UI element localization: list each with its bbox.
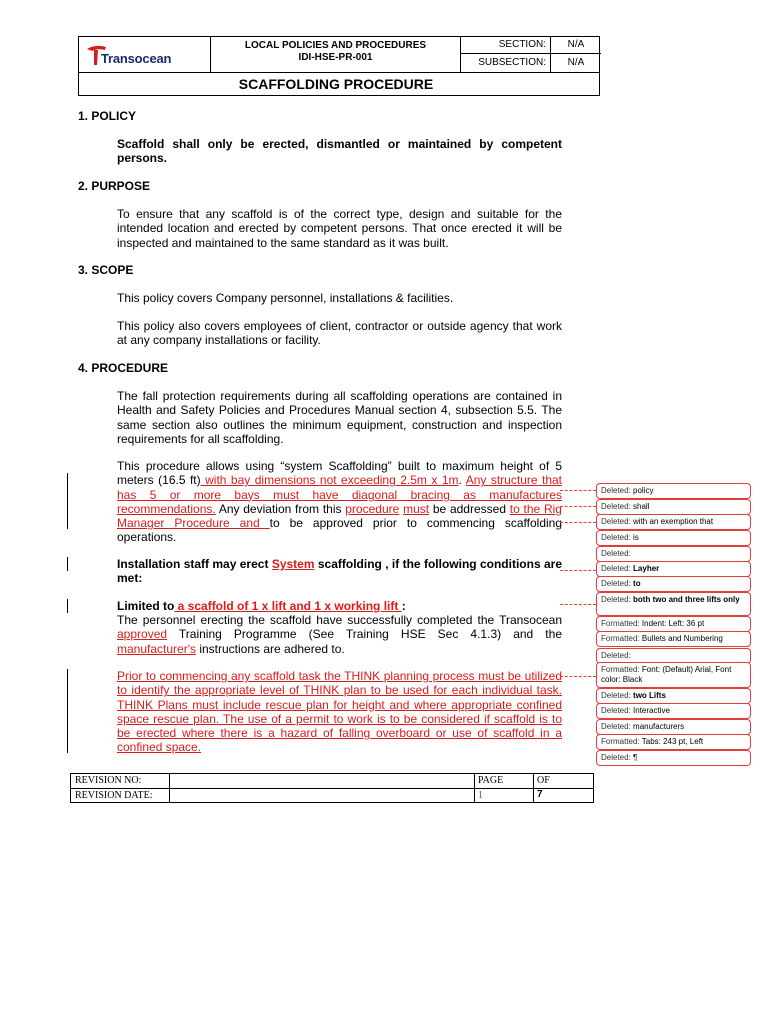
- comment-connector: [560, 490, 596, 491]
- scope-heading: 3. SCOPE: [78, 263, 134, 277]
- of-label: OF: [537, 775, 550, 786]
- logo-wordmark: Transocean: [101, 51, 172, 66]
- document-header: [78, 36, 600, 96]
- comment-type-label: Deleted:: [601, 691, 631, 700]
- document-id-block: [211, 37, 461, 72]
- text-run: Installation staff may erect: [117, 557, 272, 571]
- policy-heading: 1. POLICY: [78, 109, 137, 123]
- purpose-heading: 2. PURPOSE: [78, 179, 151, 193]
- subsection-label: SUBSECTION:: [461, 54, 551, 72]
- section-block: [461, 37, 601, 72]
- comment-value: ¶: [633, 753, 638, 762]
- comment-value: Indent: Left: 36 pt: [641, 619, 705, 628]
- text-run: .: [458, 473, 466, 488]
- revision-comment[interactable]: [596, 750, 751, 766]
- comment-value: Font: (Default) Arial, Font color: Black: [601, 665, 732, 684]
- comment-type-label: Deleted:: [601, 722, 631, 731]
- doc-id-label: IDI-HSE-PR-001: [298, 52, 373, 63]
- revision-comment[interactable]: [596, 703, 751, 719]
- revision-comment[interactable]: [596, 662, 751, 688]
- procedure-text-4: [117, 599, 562, 613]
- revision-comment[interactable]: [596, 688, 751, 704]
- revision-comment[interactable]: [596, 514, 751, 530]
- text-run: :: [401, 599, 406, 613]
- comment-value: with an exemption that: [633, 517, 714, 526]
- comment-connector: [560, 506, 596, 507]
- page-total: 7: [537, 789, 543, 800]
- revision-comment[interactable]: [596, 592, 751, 616]
- comment-type-label: Deleted:: [601, 549, 631, 558]
- inserted-text: a scaffold of 1 x lift and 1 x working lift: [174, 599, 402, 613]
- inserted-text: System: [271, 557, 315, 571]
- subsection-value: N/A: [567, 57, 585, 68]
- text-run: Training Programme (See Training HSE Sec 4.1.3) and the: [167, 627, 562, 642]
- revision-comment[interactable]: [596, 499, 751, 515]
- comment-value: two Lifts: [633, 691, 666, 700]
- page-number: 1: [478, 790, 483, 801]
- section-value: N/A: [551, 37, 601, 54]
- inserted-text: approved: [117, 627, 168, 642]
- change-bar: [67, 599, 68, 613]
- change-bar: [67, 669, 68, 753]
- comment-type-label: Deleted:: [601, 706, 631, 715]
- section-label: SECTION:: [461, 37, 551, 54]
- comment-value: policy: [633, 486, 654, 495]
- comment-type-label: Formatted:: [601, 634, 640, 643]
- comment-type-label: Deleted:: [601, 517, 631, 526]
- comment-value: to: [633, 579, 641, 588]
- comment-type-label: Deleted:: [601, 651, 631, 660]
- inserted-text: with bay dimensions not exceeding 2.5m x 1m: [200, 473, 459, 488]
- comment-type-label: Deleted:: [601, 533, 631, 542]
- revision-comment[interactable]: [596, 483, 751, 499]
- comment-type-label: Deleted:: [601, 486, 631, 495]
- policy-text: Scaffold shall only be erected, dismantled or maintained by competent persons.: [117, 137, 562, 166]
- procedure-text-1: The fall protection requirements during all scaffolding operations are contained in Health and Safety Policies and Procedures Manual section 4, subsection 5.5. The same section also outlines the minimum equipment, construction and inspection requirements for all scaffolding.: [117, 389, 562, 446]
- revision-comment[interactable]: [596, 530, 751, 546]
- procedure-text-6: Prior to commencing any scaffold task the THINK planning process must be utilized to identify the appropriate level of THINK plan to be used for each individual task. THINK Plans must include rescue plan for height and where appropriate confined space rescue plan. The use of a permit to work is to be considered if scaffold is to be erected where there is a hazard of falling overboard or use of scaffold in a confined space.: [117, 669, 562, 755]
- page-label: PAGE: [478, 775, 504, 786]
- revision-comment[interactable]: [596, 616, 751, 632]
- comment-connector: [560, 604, 596, 605]
- text-run: Any deviation from this: [215, 501, 346, 516]
- comment-value: Bullets and Numbering: [641, 634, 723, 643]
- page-title: SCAFFOLDING PROCEDURE: [238, 76, 434, 92]
- change-bar: [67, 557, 68, 571]
- comment-type-label: Formatted:: [601, 665, 640, 674]
- company-logo: [79, 37, 211, 72]
- inserted-text: manufacturer's: [117, 641, 196, 656]
- comment-connector: [560, 676, 596, 677]
- text-run: The personnel erecting the scaffold have successfully completed the Transocean: [117, 613, 562, 627]
- comment-type-label: Deleted:: [601, 579, 631, 588]
- comment-type-label: Deleted:: [601, 753, 631, 762]
- comment-type-label: Deleted:: [601, 595, 631, 604]
- comment-value: Tabs: 243 pt, Left: [641, 737, 704, 746]
- procedure-text-5: [117, 613, 562, 656]
- change-bar: [67, 473, 68, 529]
- comment-type-label: Deleted:: [601, 502, 631, 511]
- inserted-text: to the Rig Manager Procedure and: [117, 501, 562, 531]
- revision-no-label: REVISION NO:: [75, 775, 142, 786]
- comment-value: shall: [633, 502, 650, 511]
- procedure-text-3: [117, 557, 562, 586]
- text-run: instructions are adhered to.: [196, 641, 345, 656]
- comment-connector: [560, 522, 596, 523]
- purpose-text: To ensure that any scaffold is of the correct type, design and suitable for the intended location and erected by competent persons. That once erected it will be inspected and maintained to the same standard as it was built.: [117, 207, 562, 250]
- text-run: This procedure allows using “system Scaffolding” built to maximum height of 5 meters (16.5 ft): [117, 459, 562, 488]
- comment-value: manufacturers: [633, 722, 685, 731]
- comment-value: Layher: [633, 564, 660, 573]
- revision-comment[interactable]: [596, 734, 751, 750]
- revision-comment[interactable]: [596, 719, 751, 735]
- procedure-text-2: [117, 459, 562, 545]
- revision-comment[interactable]: [596, 561, 751, 577]
- comment-value: is: [633, 533, 639, 542]
- revision-comment[interactable]: [596, 576, 751, 592]
- text-run: be addressed: [429, 501, 510, 516]
- comment-type-label: Deleted:: [601, 564, 631, 573]
- inserted-text: procedure: [345, 501, 400, 516]
- text-run: scaffolding: [314, 557, 382, 571]
- revision-date-label: REVISION DATE:: [75, 790, 153, 801]
- scope-text-2: This policy also covers employees of client, contractor or outside agency that work at any company installations or facility.: [117, 319, 562, 348]
- comment-type-label: Formatted:: [601, 619, 640, 628]
- text-run: Limited to: [117, 599, 175, 613]
- table-divider: [71, 788, 593, 789]
- text-run: to be approved prior to commencing scaffolding operations.: [117, 516, 563, 545]
- text-run: , if the following conditions are met:: [117, 557, 563, 586]
- revision-table: [70, 773, 594, 803]
- scope-text-1: This policy covers Company personnel, installations & facilities.: [117, 291, 454, 305]
- comment-value: Interactive: [633, 706, 670, 715]
- revision-comment[interactable]: [596, 546, 751, 562]
- comment-connector: [560, 570, 596, 571]
- revision-comment[interactable]: [596, 631, 751, 647]
- comment-type-label: Formatted:: [601, 737, 640, 746]
- comment-value: both two and three lifts only: [633, 595, 740, 604]
- inserted-text: Any structure that has 5 or more bays must have diagonal bracing as manufactures recommendations.: [117, 473, 563, 516]
- procedure-heading: 4. PROCEDURE: [78, 361, 169, 375]
- inserted-text: must: [403, 501, 430, 516]
- doc-type-label: LOCAL POLICIES AND PROCEDURES: [244, 40, 427, 51]
